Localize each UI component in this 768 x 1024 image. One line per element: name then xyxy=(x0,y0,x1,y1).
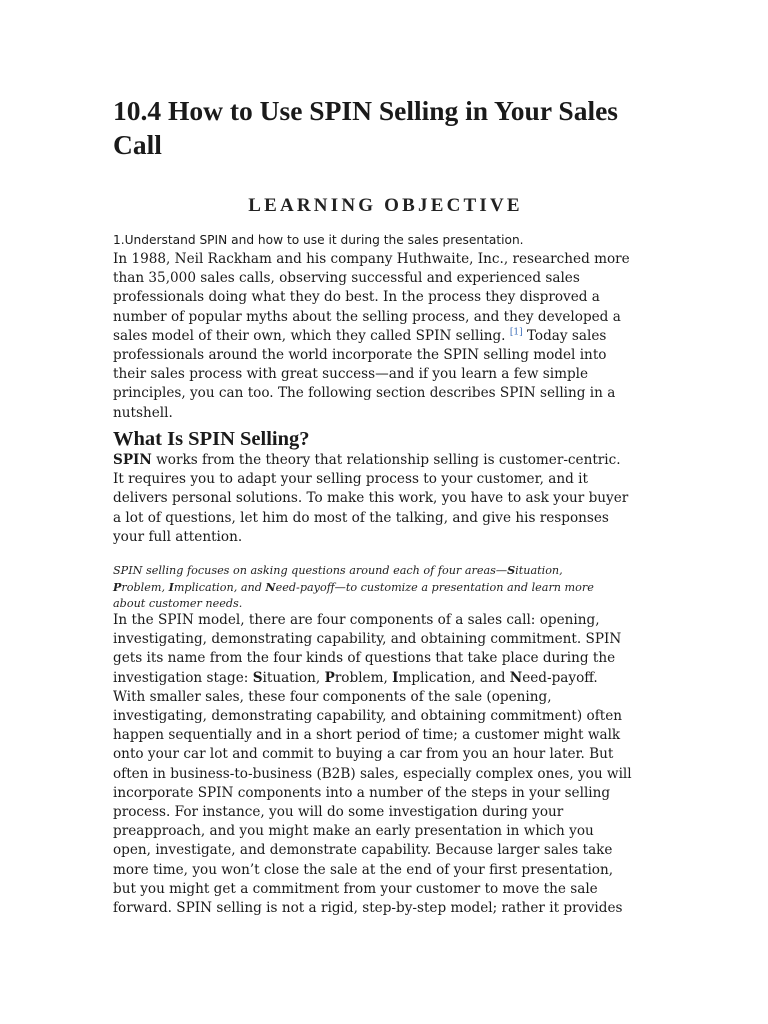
paragraph-line-text: roblem, xyxy=(334,669,393,686)
paragraph-line-text: mplication, and xyxy=(398,669,510,686)
paragraph-line: happen sequentially and in a short period of time; a customer might walk xyxy=(113,727,621,744)
paragraph-line: principles, you can too. The following section describes SPIN selling in a xyxy=(113,385,616,402)
paragraph-line: In 1988, Neil Rackham and his company Huthwaite, Inc., researched more xyxy=(113,251,630,267)
paragraph-line xyxy=(113,327,658,346)
footnote-link[interactable]: [1] xyxy=(509,327,523,338)
paragraph-line xyxy=(113,669,658,688)
paragraph-line: but you might get a commitment from your customer to move the sale xyxy=(113,880,598,897)
paragraph-line: delivers personal solutions. To make this work, you have to ask your buyer xyxy=(113,490,629,507)
paragraph-line: their sales process with great success—and if you learn a few simple xyxy=(113,366,589,383)
paragraph-line: professionals doing what they do best. In the process they disproved a xyxy=(113,289,600,306)
paragraph-line: number of popular myths about the selling process, and they developed a xyxy=(113,308,621,325)
paragraph-line: nutshell. xyxy=(113,404,173,421)
paragraph-line: often in business-to-business (B2B) sales, especially complex ones, you will xyxy=(113,765,632,782)
paragraph-line: preapproach, and you might make an early presentation in which you xyxy=(113,823,594,840)
paragraph-line: open, investigate, and demonstrate capability. Because larger sales take xyxy=(113,842,613,859)
spin-letter-i: I xyxy=(392,669,399,686)
paragraph-line: a lot of questions, let him do most of the talking, and give his responses xyxy=(113,509,609,526)
paragraph-line: With smaller sales, these four components of the sale (opening, xyxy=(113,688,552,705)
caption-letter-i: I xyxy=(168,580,174,595)
intro-paragraph xyxy=(113,250,658,423)
paragraph-line-text: sales model of their own, which they called SPIN selling. xyxy=(113,327,510,344)
paragraph-line: professionals around the world incorporate the SPIN selling model into xyxy=(113,347,607,364)
paragraph-line: gets its name from the four kinds of questions that take place during the xyxy=(113,650,616,667)
paragraph-line-text: eed-payoff. xyxy=(522,669,598,686)
caption-letter-n: N xyxy=(265,580,276,595)
paragraph-line: onto your car lot and commit to buying a car from you an hour later. But xyxy=(113,746,614,763)
body-paragraph xyxy=(113,611,658,918)
paragraph-line: In the SPIN model, there are four components of a sales call: opening, xyxy=(113,612,600,628)
caption-line xyxy=(113,579,658,596)
spin-letter-p: P xyxy=(324,669,335,686)
caption-line: about customer needs. xyxy=(113,597,243,611)
paragraph-line: investigating, demonstrating capability, and obtaining commitment) often xyxy=(113,708,622,725)
title-line: 10.4 How to Use SPIN Selling in Your Sales xyxy=(113,95,618,126)
paragraph-line: It requires you to adapt your selling process to your customer, and it xyxy=(113,471,588,488)
caption-text: eed-payoff—to customize a presentation and learn more xyxy=(275,581,594,595)
paragraph-line: your full attention. xyxy=(113,528,243,545)
paragraph-line-text: investigation stage: xyxy=(113,669,253,686)
page-title xyxy=(113,94,658,162)
title-line: Call xyxy=(113,129,162,160)
caption-text: ituation, xyxy=(515,564,563,577)
spin-letter-s: S xyxy=(252,669,263,686)
caption-letter-p: P xyxy=(113,580,122,595)
paragraph-line: than 35,000 sales calls, observing successful and experienced sales xyxy=(113,270,580,287)
caption-text: SPIN selling focuses on asking questions around each of four areas— xyxy=(113,564,508,577)
section-heading: What Is SPIN Selling? xyxy=(113,428,310,450)
paragraph-line: investigating, demonstrating capability, and obtaining commitment. SPIN xyxy=(113,631,622,648)
paragraph-line-text: works from the theory that relationship selling is customer-centric. xyxy=(151,452,621,468)
spin-letter-n: N xyxy=(509,669,523,686)
paragraph-line: incorporate SPIN components into a number of the steps in your selling xyxy=(113,784,611,801)
learning-objective-heading: LEARNING OBJECTIVE xyxy=(248,195,523,216)
learning-objective-item: 1.Understand SPIN and how to use it during the sales presentation. xyxy=(113,233,524,247)
paragraph-line: forward. SPIN selling is not a rigid, step-by-step model; rather it provides xyxy=(113,900,623,917)
paragraph-line: process. For instance, you will do some investigation during your xyxy=(113,804,564,821)
caption-line xyxy=(113,562,658,579)
paragraph-line-text: ituation, xyxy=(262,669,325,686)
spin-lead-term: SPIN xyxy=(113,452,152,468)
paragraph-line xyxy=(113,451,658,470)
caption-text: mplication, and xyxy=(173,581,266,595)
paragraph-line-text: Today sales xyxy=(522,327,607,344)
section-paragraph xyxy=(113,451,658,547)
caption-letter-s: S xyxy=(507,563,516,577)
learning-objective-list xyxy=(113,232,658,249)
figure-caption xyxy=(113,562,658,613)
caption-text: roblem, xyxy=(121,581,169,595)
paragraph-line: more time, you won’t close the sale at the end of your first presentation, xyxy=(113,861,614,878)
